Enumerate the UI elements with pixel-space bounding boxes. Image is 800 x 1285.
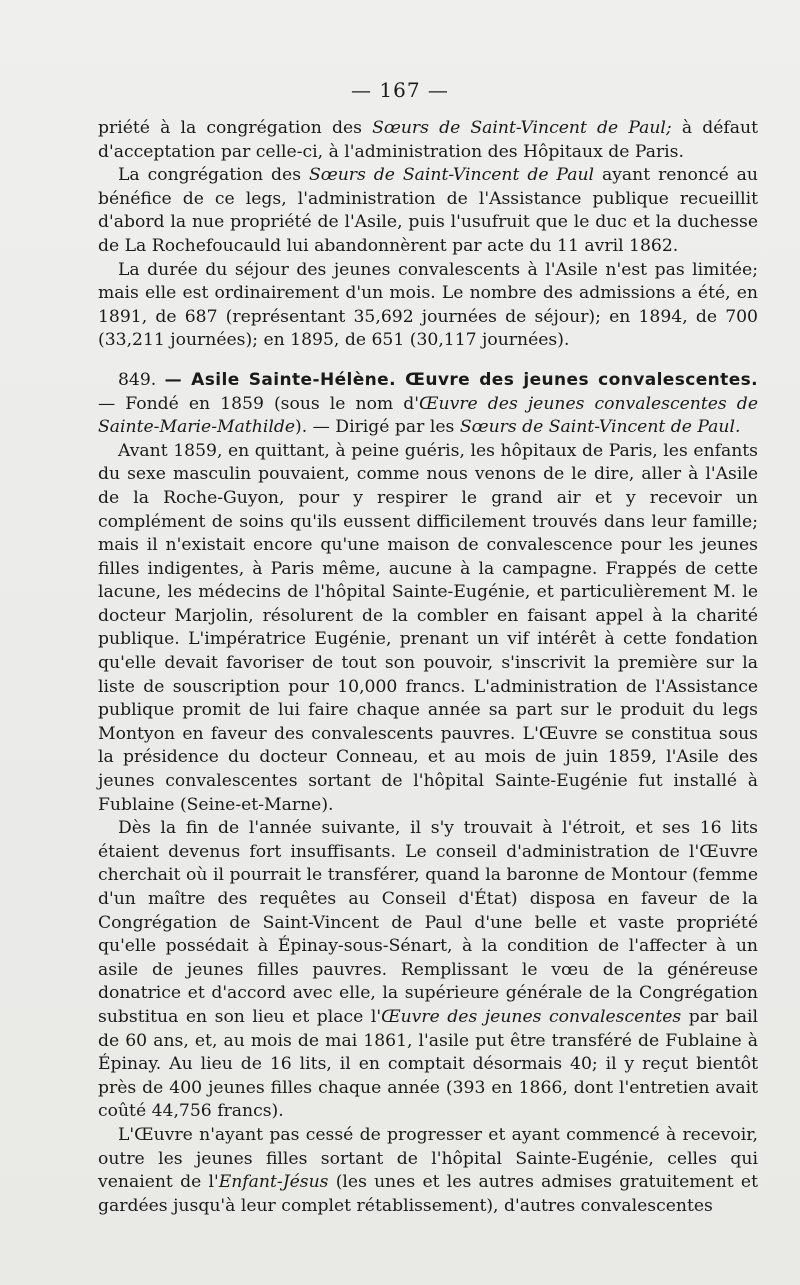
text-segment: ). — Dirigé par les (295, 417, 460, 438)
paragraph-6 (98, 817, 758, 1124)
text-segment: Dès la fin de l'année suivante, il s'y trouvait à l'étroit, et ses 16 lits étaient devenus fort insuffisants. Le conseil d'administration de l'Œuvre cherchait où il pourrait le transférer, quand la baronne de Montour (femme d'un maître des requêtes au Conseil d'État) disposa en faveur de la Congrégation de Saint-Vincent de Paul d'une belle et vaste propriété qu'elle possédait à Épinay-sous-Sénart, à la condition de l'affecter à un asile de jeunes filles pauvres. Remplissant le vœu de la généreuse donatrice et d'accord avec elle, la supérieure générale de la Congrégation substitua en son lieu et place l' (98, 818, 758, 1027)
paragraph-5 (98, 440, 758, 818)
text-segment: — Fondé en 1859 (sous le nom d' (98, 393, 419, 414)
section-number: 849. (118, 369, 157, 390)
text-segment-italic: Œuvre des jeunes convalescentes (381, 1006, 682, 1027)
paragraph-7 (98, 1124, 758, 1218)
text-segment: priété à la congrégation des (98, 118, 373, 138)
section-title: — Asile Sainte-Hélène. Œuvre des jeunes convalescentes. (164, 369, 758, 390)
text-segment-italic: Sœurs de Saint-Vincent de Paul; (372, 118, 672, 138)
text-segment: Avant 1859, en quittant, à peine guéris, les hôpitaux de Paris, les enfants du sexe masculin pouvaient, comme nous venons de le dire, aller à l'Asile de la Roche-Guyon, pour y respirer le grand air et y recevoir un complément de soins qu'ils eussent difficilement trouvés dans leur famille; mais il n'existait encore qu'une maison de convalescence pour les jeunes filles indigentes, à Paris même, aucune à la campagne. Frappés de cette lacune, les médecins de l'hôpital Sainte-Eugénie, et particulièrement M. le docteur Marjolin, résolurent de la combler en faisant appel à la charité publique. L'impératrice Eugénie, prenant un vif intérêt à cette fondation qu'elle devait favoriser de tout son pouvoir, s'inscrivit la première sur la liste de souscription pour 10,000 francs. L'administration de l'Assistance publique promit de lui faire chaque année sa part sur le produit du legs Montyon en faveur des convalescents pauvres. L'Œuvre se constitua sous la présidence du docteur Conneau, et au mois de juin 1859, l'Asile des jeunes convalescentes sortant de l'hôpital Sainte-Eugénie fut installé à Fublaine (Seine-et-Marne). (98, 440, 758, 815)
text-segment: à défaut d'acceptation par celle-ci, à l'administration des Hôpitaux de Paris. (98, 118, 758, 162)
text-segment: La durée du séjour des jeunes convalescents à l'Asile n'est pas limitée; mais elle est ordinairement d'un mois. Le nombre des admissions a été, en 1891, de 687 (représentant 35,692 journées de séjour); en 1894, de 700 (33,211 journées); en 1895, de 651 (30,117 journées). (98, 259, 758, 351)
paragraph-2 (98, 164, 758, 258)
text-segment-italic: Enfant-Jésus (218, 1172, 329, 1193)
section-heading-paragraph (98, 369, 758, 440)
paragraph-3 (98, 259, 758, 353)
text-segment-italic: Sœurs de Saint-Vincent de Paul (308, 165, 595, 186)
text-segment: (les unes et les autres admises gratuitement et gardées jusqu'à leur complet rétablissement), d'autres convalescentes (98, 1172, 758, 1216)
page-number: — 167 — (351, 78, 449, 102)
text-segment: La congrégation des (118, 165, 309, 186)
text-segment-italic: Œuvre des jeunes convalescentes de Sainte-Marie-Mathilde (98, 393, 758, 438)
paragraph-1 (98, 117, 758, 164)
text-segment: ayant renoncé au bénéfice de ce legs, l'administration de l'Assistance publique recueillit d'abord la nue propriété de l'Asile, puis l'usufruit que le duc et la duchesse de La Rochefoucauld lui abandonnèrent par acte du 11 avril 1862. (98, 165, 758, 256)
text-segment: L'Œuvre n'ayant pas cessé de progresser et ayant commencé à recevoir, outre les jeunes filles sortant de l'hôpital Sainte-Eugénie, celles qui venaient de l' (98, 1124, 758, 1193)
text-body (98, 117, 758, 1218)
text-segment: par bail de 60 ans, et, au mois de mai 1861, l'asile put être transféré de Fublaine à Épinay. Au lieu de 16 lits, il en comptait désormais 40; il y reçut bientôt près de 400 jeunes filles chaque année (393 en 1866, dont l'entretien avait coûté 44,756 francs). (98, 1006, 758, 1122)
text-segment-italic: Sœurs de Saint-Vincent de Paul. (459, 417, 741, 438)
